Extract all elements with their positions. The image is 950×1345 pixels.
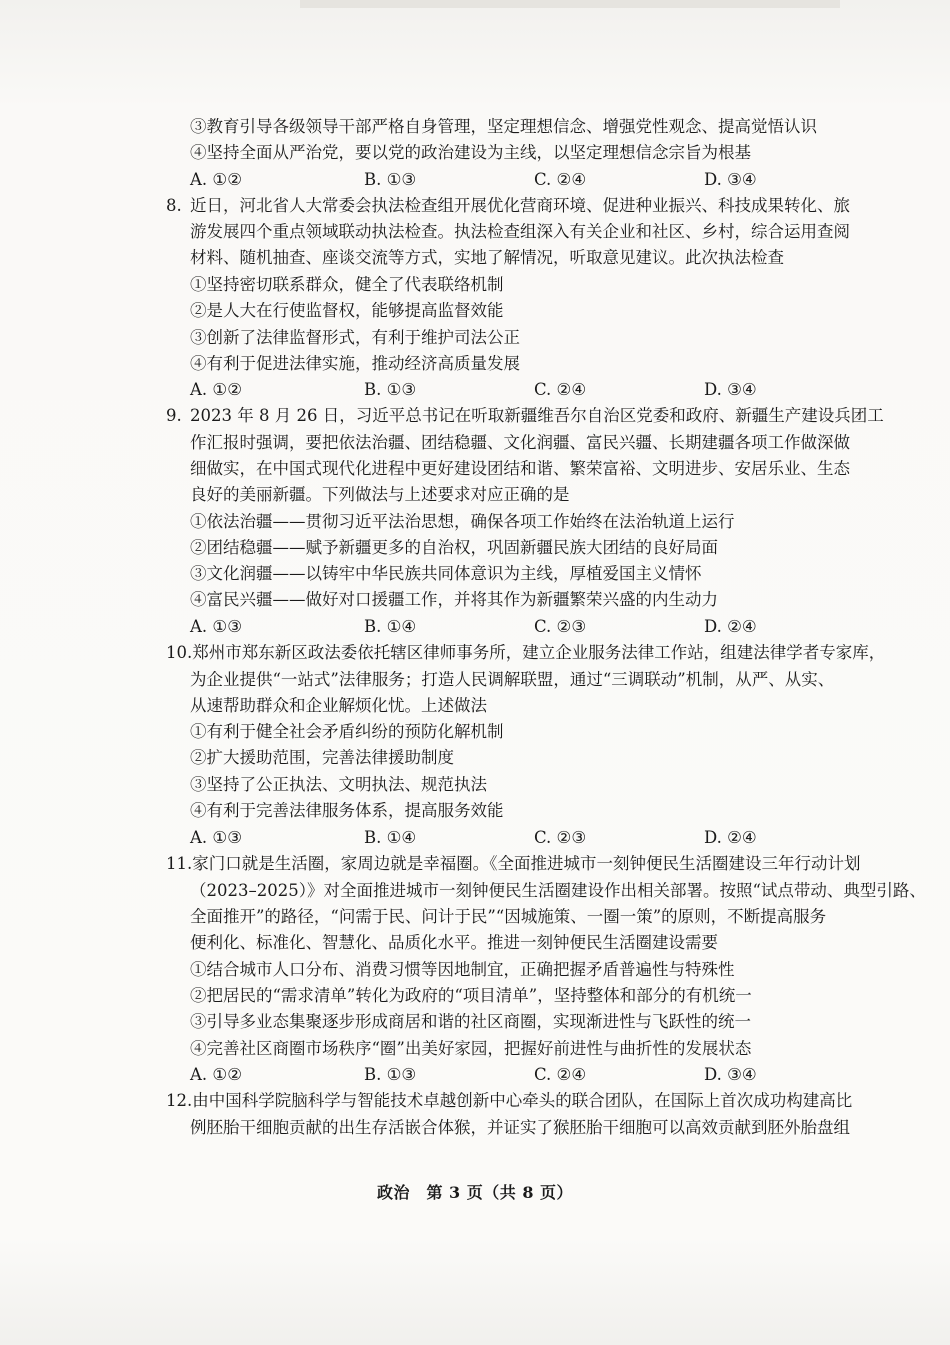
q11-option-b[interactable]: B. ①③ [364,1065,417,1084]
q10-stem-line-3: 从速帮助群众和企业解烦化忧。上述做法 [190,696,487,715]
q9-stem-line-1: 9. 2023 年 8 月 26 日，习近平总书记在听取新疆维吾尔自治区党委和政府、新疆生产建设兵团工 [166,406,884,425]
q10-stem-line-2: 为企业提供“一站式”法律服务；打造人民调解联盟，通过“三调联动”机制，从严、从实、 [190,670,835,689]
q9-stem-line-4: 良好的美丽新疆。下列做法与上述要求对应正确的是 [190,485,570,504]
q10-number: 10. [166,643,193,662]
q11-item-2: ②把居民的“需求清单”转化为政府的“项目清单”，坚持整体和部分的有机统一 [190,986,752,1005]
q10-item-2: ②扩大援助范围，完善法律援助制度 [190,748,454,767]
page-footer: 政治 第 3 页（共 8 页） [376,1183,574,1202]
q7-option-b[interactable]: B. ①③ [364,170,417,189]
q11-stem-line-2: （2023–2025）》对全面推进城市一刻钟便民生活圈建设作出相关部署。按照“试点带动、典型引路、 [190,881,926,900]
q10-item-4: ④有利于完善法律服务体系，提高服务效能 [190,801,504,820]
q9-item-3: ③文化润疆——以铸牢中华民族共同体意识为主线，厚植爱国主义情怀 [190,564,702,583]
q9-item-4: ④富民兴疆——做好对口援疆工作，并将其作为新疆繁荣兴盛的内生动力 [190,590,718,609]
q8-stem-line-1: 8. 近日，河北省人大常委会执法检查组开展优化营商环境、促进种业振兴、科技成果转化、旅 [166,196,850,215]
q12-stem-line-1: 12.由中国科学院脑科学与智能技术卓越创新中心牵头的联合团队，在国际上首次成功构建高比 [166,1091,853,1110]
q7-item-3: ③教育引导各级领导干部严格自身管理，坚定理想信念、增强党性观念、提高觉悟认识 [190,117,817,136]
q11-option-a[interactable]: A. ①② [190,1065,242,1084]
q11-stem-line-4: 便利化、标准化、智慧化、品质化水平。推进一刻钟便民生活圈建设需要 [190,933,718,952]
q12-stem-line-2: 例胚胎干细胞贡献的出生存活嵌合体猴，并证实了猴胚胎干细胞可以高效贡献到胚外胎盘组 [190,1118,850,1137]
q9-option-a[interactable]: A. ①③ [190,617,242,636]
q7-option-d[interactable]: D. ③④ [704,170,757,189]
q11-item-4: ④完善社区商圈市场秩序“圈”出美好家园，把握好前进性与曲折性的发展状态 [190,1039,752,1058]
scan-edge [300,0,840,8]
q11-item-3: ③引导多业态集聚逐步形成商居和谐的社区商圈，实现渐进性与飞跃性的统一 [190,1012,751,1031]
q10-item-3: ③坚持了公正执法、文明执法、规范执法 [190,775,487,794]
q10-options [190,828,890,848]
q7-item-4: ④坚持全面从严治党，要以党的政治建设为主线，以坚定理想信念宗旨为根基 [190,143,751,162]
q10-option-b[interactable]: B. ①④ [364,828,417,847]
q7-option-c[interactable]: C. ②④ [534,170,587,189]
q7-option-a[interactable]: A. ①② [190,170,242,189]
q9-option-d[interactable]: D. ②④ [704,617,757,636]
q11-options [190,1065,890,1085]
q9-number: 9. [166,406,182,425]
q8-item-1: ①坚持密切联系群众，健全了代表联络机制 [190,275,504,294]
q8-number: 8. [166,196,182,215]
q8-option-b[interactable]: B. ①③ [364,380,417,399]
q9-option-c[interactable]: C. ②③ [534,617,587,636]
q11-option-c[interactable]: C. ②④ [534,1065,587,1084]
q9-stem-line-2: 作汇报时强调，要把依法治疆、团结稳疆、文化润疆、富民兴疆、长期建疆各项工作做深做 [190,433,850,452]
q9-option-b[interactable]: B. ①④ [364,617,417,636]
q11-number: 11. [166,854,193,873]
q9-options [190,617,890,637]
q8-item-3: ③创新了法律监督形式，有利于维护司法公正 [190,328,520,347]
q10-option-a[interactable]: A. ①③ [190,828,242,847]
q8-item-4: ④有利于促进法律实施，推动经济高质量发展 [190,354,520,373]
q8-stem-line-3: 材料、随机抽查、座谈交流等方式，实地了解情况，听取意见建议。此次执法检查 [190,248,784,267]
q10-item-1: ①有利于健全社会矛盾纠纷的预防化解机制 [190,722,504,741]
q11-item-1: ①结合城市人口分布、消费习惯等因地制宜，正确把握矛盾普遍性与特殊性 [190,960,735,979]
q8-options [190,380,890,400]
q9-stem-line-3: 细做实，在中国式现代化进程中更好建设团结和谐、繁荣富裕、文明进步、安居乐业、生态 [190,459,850,478]
q8-option-d[interactable]: D. ③④ [704,380,757,399]
q11-option-d[interactable]: D. ③④ [704,1065,757,1084]
q10-option-d[interactable]: D. ②④ [704,828,757,847]
q11-stem-line-1: 11.家门口就是生活圈，家周边就是幸福圈。《全面推进城市一刻钟便民生活圈建设三年行动计划 [166,854,861,873]
q8-stem-line-2: 游发展四个重点领域联动执法检查。执法检查组深入有关企业和社区、乡村，综合运用查阅 [190,222,850,241]
q12-number: 12. [166,1091,193,1110]
q9-item-2: ②团结稳疆——赋予新疆更多的自治权，巩固新疆民族大团结的良好局面 [190,538,718,557]
q10-stem-line-1: 10.郑州市郑东新区政法委依托辖区律师事务所，建立企业服务法律工作站，组建法律学者专家库， [166,643,886,662]
q8-option-c[interactable]: C. ②④ [534,380,587,399]
q10-option-c[interactable]: C. ②③ [534,828,587,847]
q8-item-2: ②是人大在行使监督权，能够提高监督效能 [190,301,504,320]
q9-item-1: ①依法治疆——贯彻习近平法治思想，确保各项工作始终在法治轨道上运行 [190,512,735,531]
q7-options [190,170,890,190]
q8-option-a[interactable]: A. ①② [190,380,242,399]
q11-stem-line-3: 全面推开”的路径，“问需于民、问计于民”“因城施策、一圈一策”的原则，不断提高服务 [190,907,827,926]
